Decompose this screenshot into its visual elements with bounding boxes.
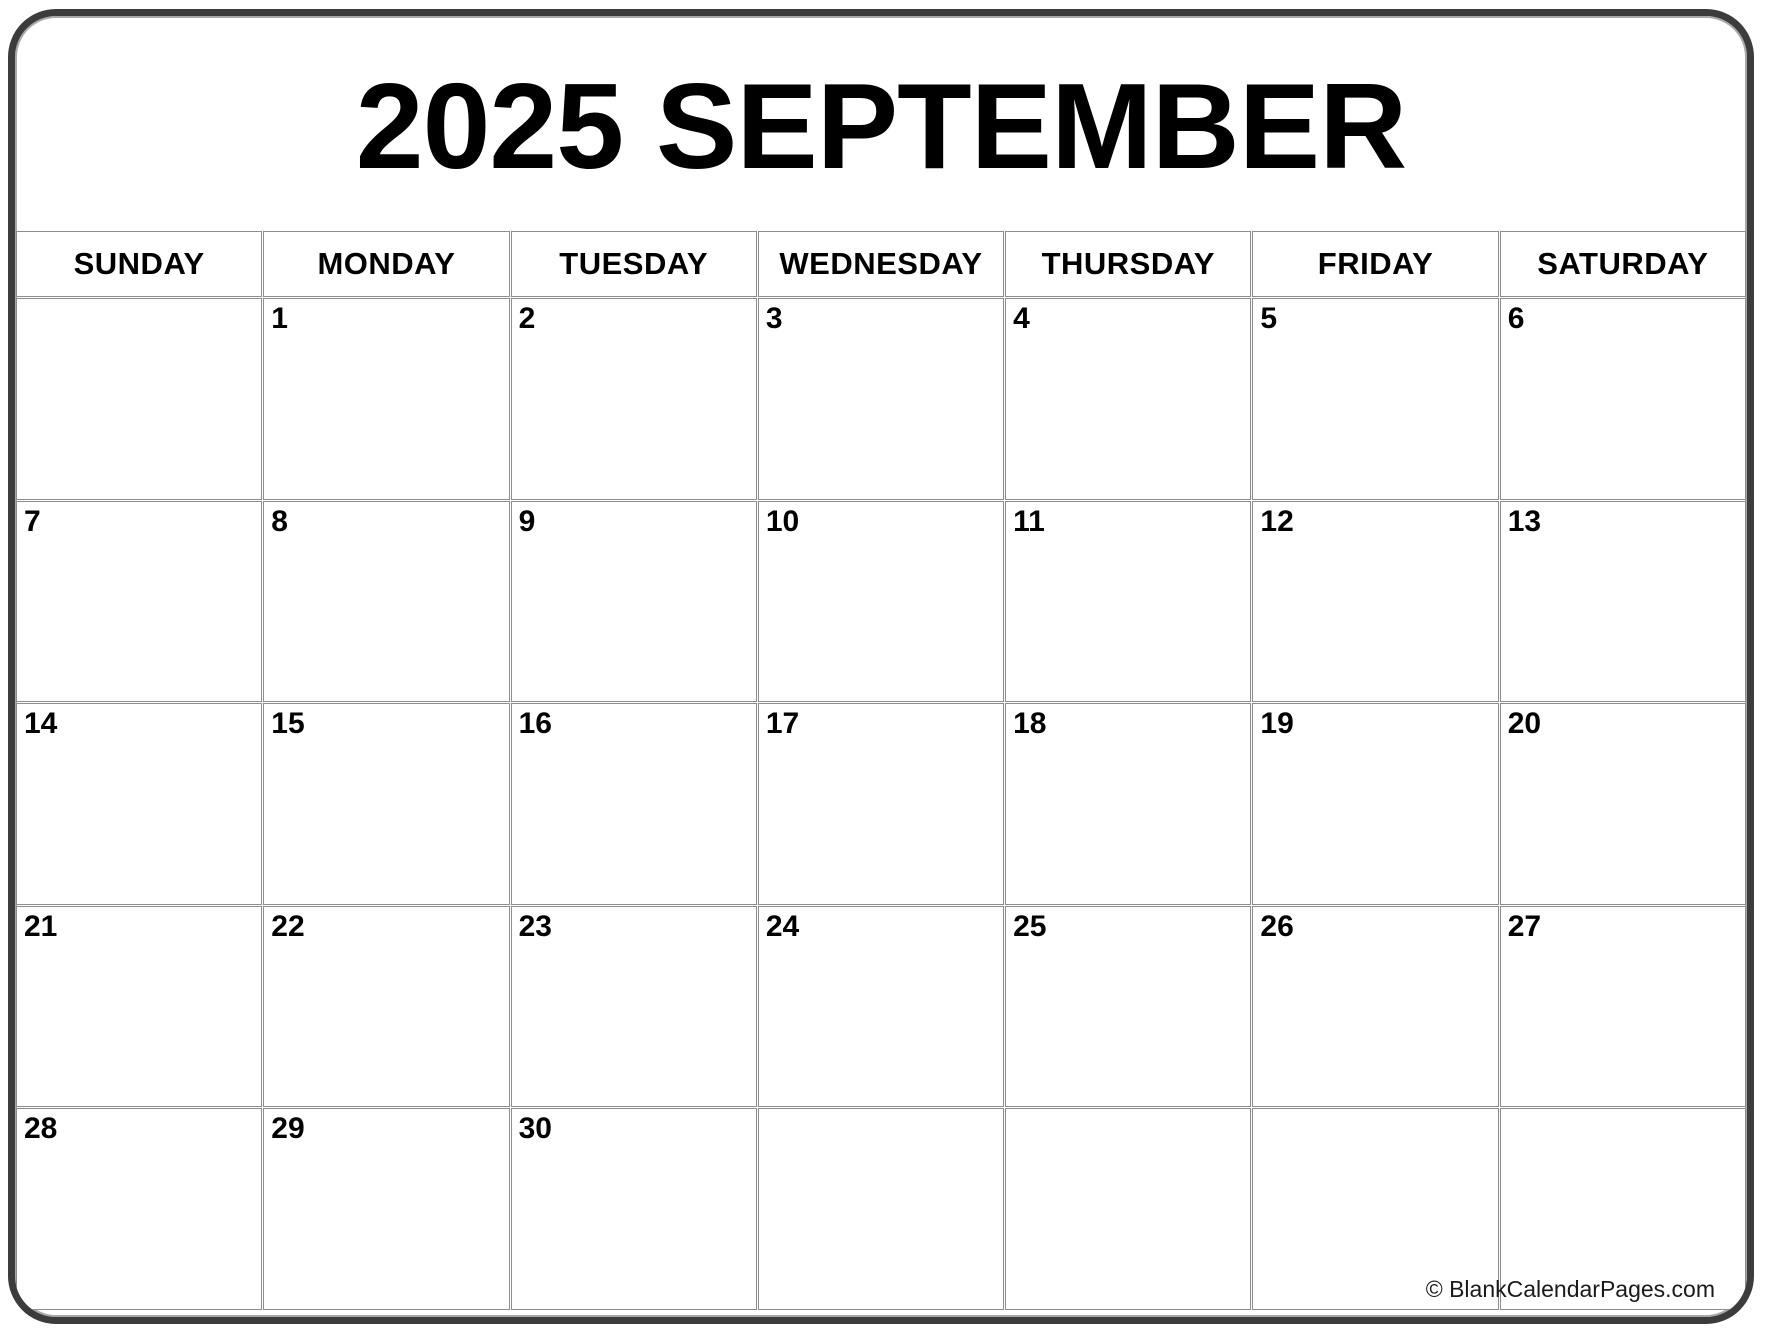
day-cell: 8 bbox=[263, 501, 509, 703]
day-cell: 19 bbox=[1252, 703, 1498, 905]
day-cell: 17 bbox=[758, 703, 1004, 905]
title-area bbox=[15, 16, 1747, 230]
day-cell: 1 bbox=[263, 298, 509, 500]
calendar-grid bbox=[15, 230, 1747, 1317]
day-cell: 12 bbox=[1252, 501, 1498, 703]
day-cell: 29 bbox=[263, 1108, 509, 1310]
day-cell: 2 bbox=[511, 298, 757, 500]
day-header-sunday: SUNDAY bbox=[16, 231, 262, 297]
day-cell: 16 bbox=[511, 703, 757, 905]
day-cell: 20 bbox=[1500, 703, 1746, 905]
day-cell: 14 bbox=[16, 703, 262, 905]
day-cell: 24 bbox=[758, 906, 1004, 1108]
day-cell: 15 bbox=[263, 703, 509, 905]
day-cell: 26 bbox=[1252, 906, 1498, 1108]
day-cell: 21 bbox=[16, 906, 262, 1108]
day-cell: 9 bbox=[511, 501, 757, 703]
day-header-friday: FRIDAY bbox=[1252, 231, 1498, 297]
day-cell bbox=[16, 298, 262, 500]
day-cell bbox=[1005, 1108, 1251, 1310]
day-cell: 7 bbox=[16, 501, 262, 703]
week-row bbox=[16, 298, 1746, 500]
day-cell: 18 bbox=[1005, 703, 1251, 905]
day-header-monday: MONDAY bbox=[263, 231, 509, 297]
calendar-table bbox=[15, 230, 1747, 1311]
day-header-tuesday: TUESDAY bbox=[511, 231, 757, 297]
week-row bbox=[16, 906, 1746, 1108]
day-cell: 10 bbox=[758, 501, 1004, 703]
day-cell: 3 bbox=[758, 298, 1004, 500]
calendar-frame bbox=[8, 9, 1754, 1324]
day-cell: 5 bbox=[1252, 298, 1498, 500]
week-row bbox=[16, 501, 1746, 703]
day-cell bbox=[758, 1108, 1004, 1310]
day-cell: 6 bbox=[1500, 298, 1746, 500]
day-header-row bbox=[16, 231, 1746, 297]
day-cell: 30 bbox=[511, 1108, 757, 1310]
day-cell: 23 bbox=[511, 906, 757, 1108]
day-cell: 13 bbox=[1500, 501, 1746, 703]
day-header-wednesday: WEDNESDAY bbox=[758, 231, 1004, 297]
week-row bbox=[16, 703, 1746, 905]
day-header-saturday: SATURDAY bbox=[1500, 231, 1746, 297]
day-cell: 4 bbox=[1005, 298, 1251, 500]
day-header-thursday: THURSDAY bbox=[1005, 231, 1251, 297]
day-cell: 28 bbox=[16, 1108, 262, 1310]
day-cell: 27 bbox=[1500, 906, 1746, 1108]
day-cell: 25 bbox=[1005, 906, 1251, 1108]
copyright-watermark: © BlankCalendarPages.com bbox=[1425, 1276, 1715, 1302]
page-title: 2025 SEPTEMBER bbox=[355, 58, 1407, 194]
day-cell: 22 bbox=[263, 906, 509, 1108]
day-cell: 11 bbox=[1005, 501, 1251, 703]
